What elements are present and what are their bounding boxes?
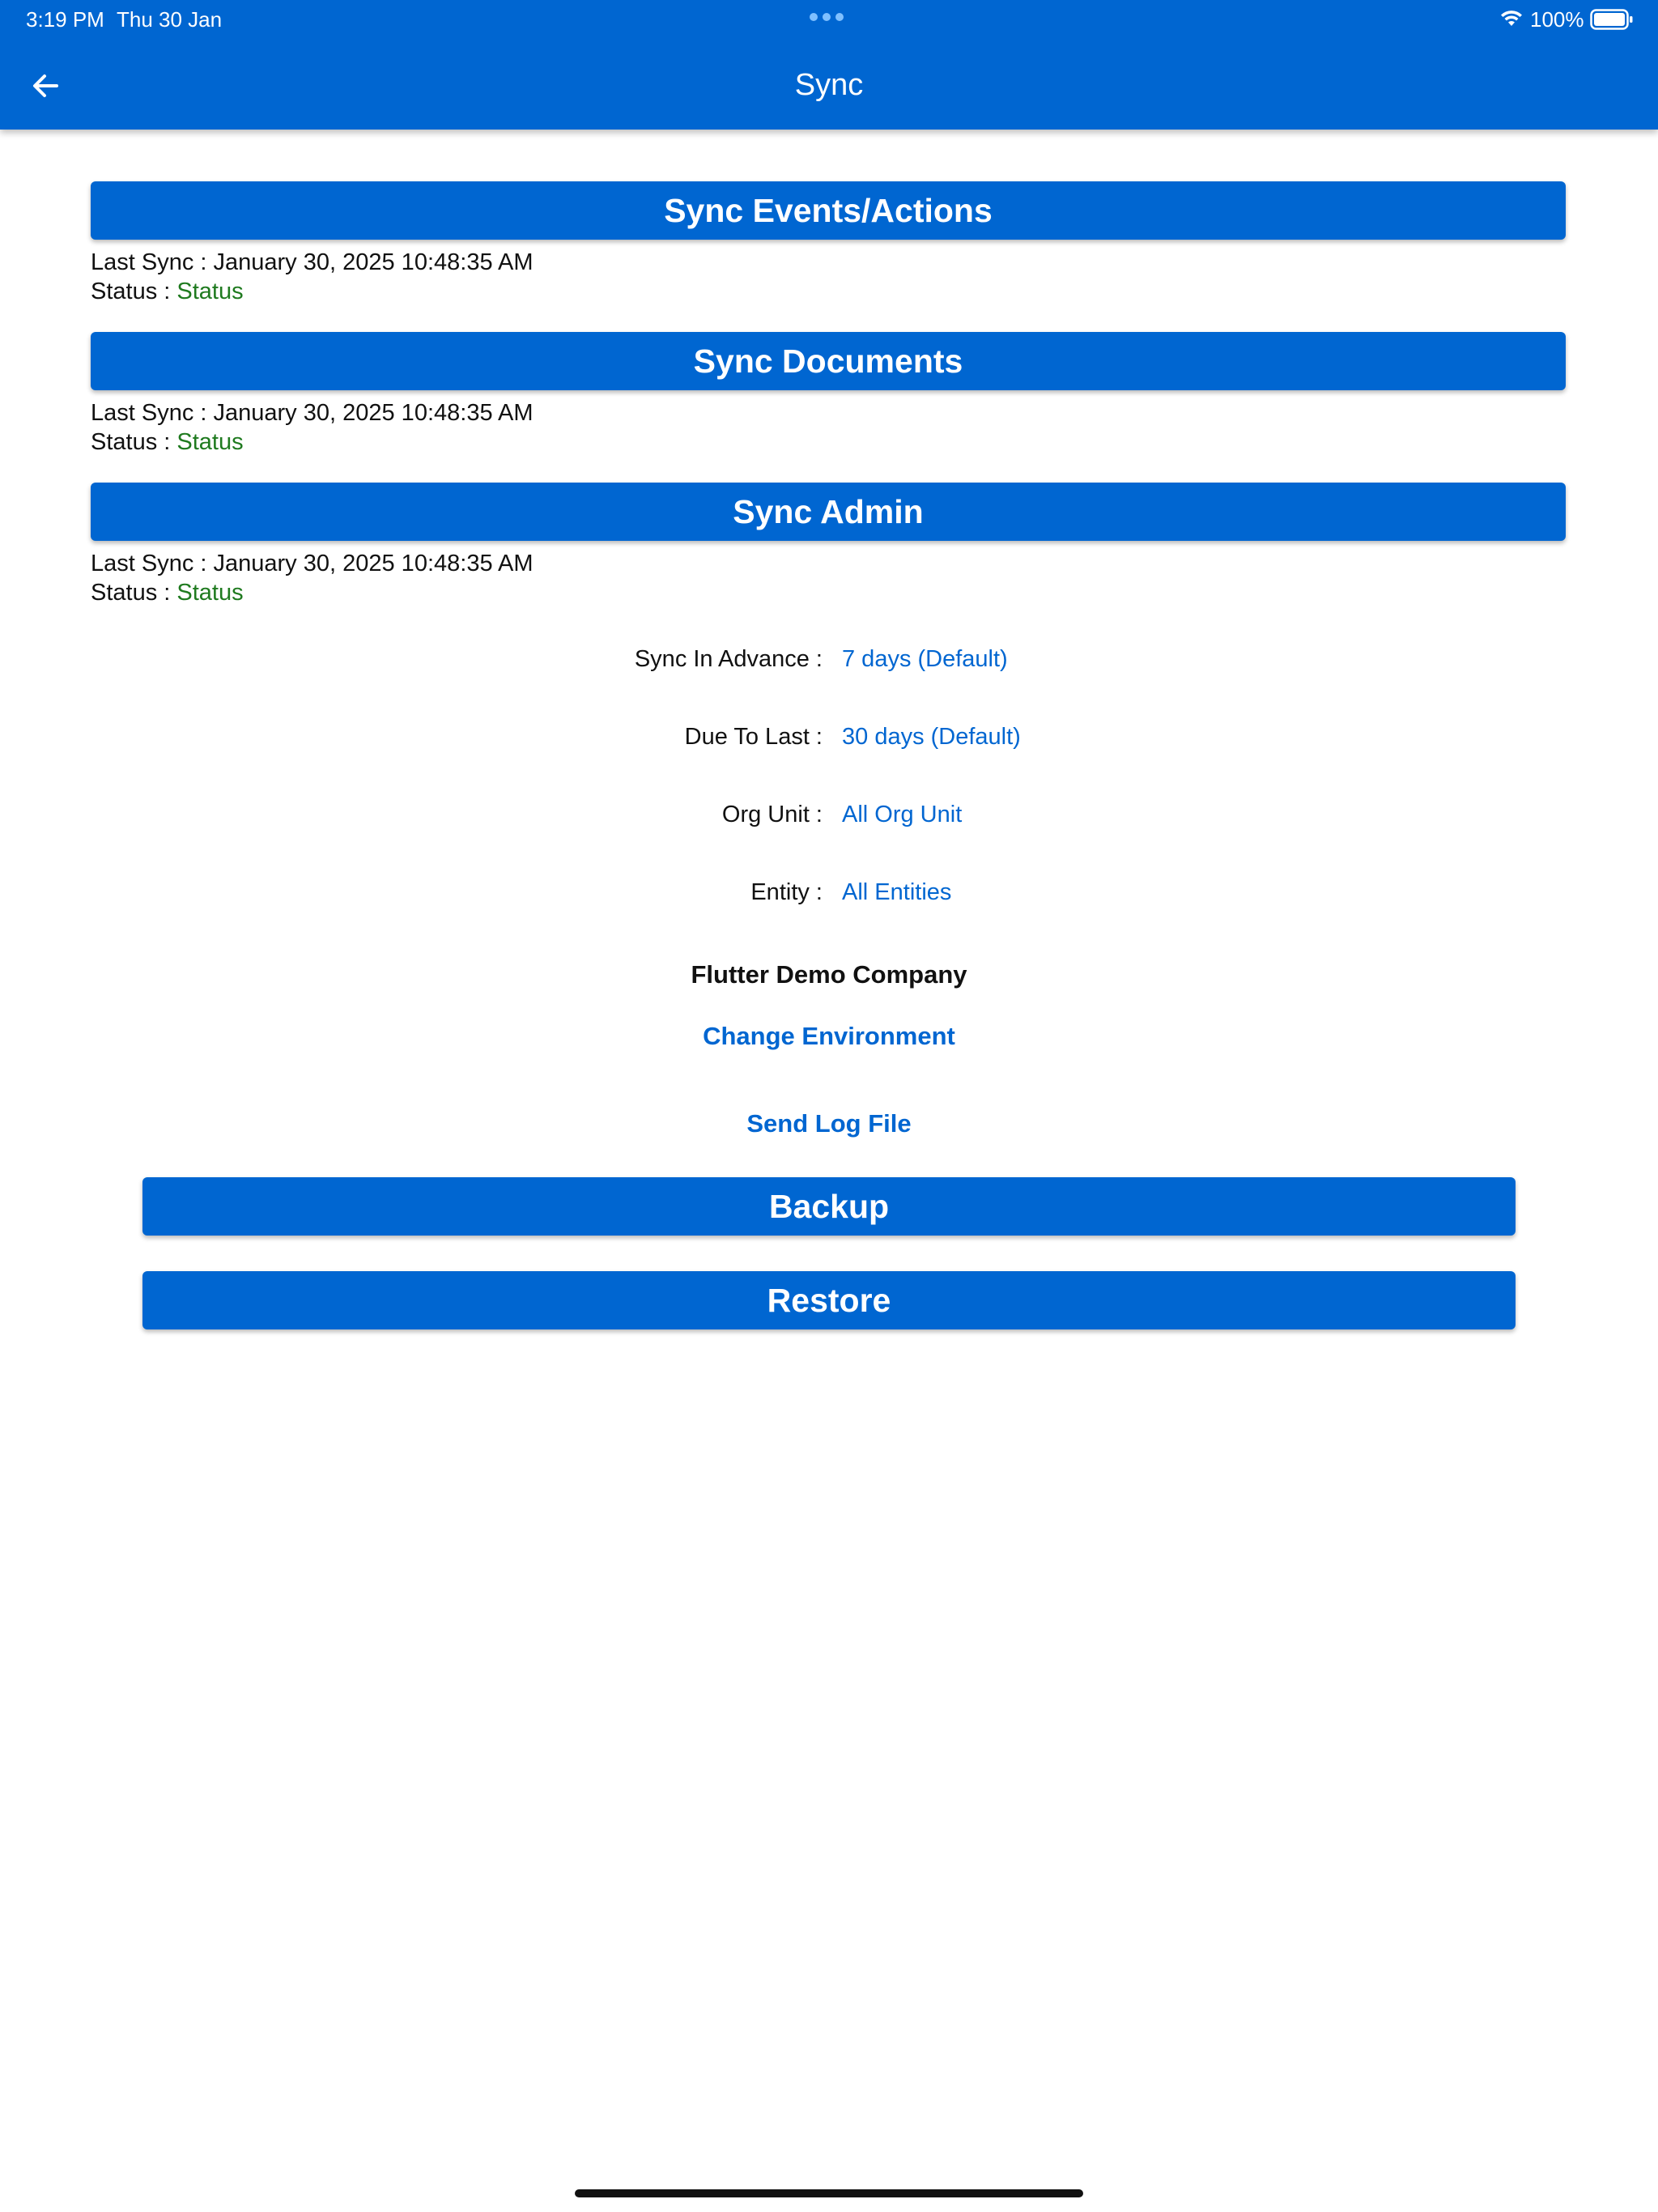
- change-environment-link[interactable]: Change Environment: [703, 1022, 955, 1050]
- status-bar: [0, 0, 1658, 39]
- last-sync-label: Last Sync :: [91, 551, 214, 576]
- multitasking-dots-icon[interactable]: [810, 13, 844, 21]
- due-to-last-label: Due To Last :: [684, 724, 823, 750]
- app-header: [0, 0, 1658, 130]
- last-sync-label: Last Sync :: [91, 400, 214, 426]
- company-name: Flutter Demo Company: [691, 960, 967, 989]
- last-sync-line: [91, 248, 534, 277]
- status-line: [91, 277, 244, 306]
- status-value: Status: [176, 580, 244, 606]
- sync-in-advance-value[interactable]: 7 days (Default): [842, 646, 1008, 672]
- status-label: Status :: [91, 580, 177, 606]
- sync-admin-button[interactable]: Sync Admin: [91, 483, 1566, 541]
- status-line: [91, 428, 244, 457]
- org-unit-value[interactable]: All Org Unit: [842, 802, 963, 827]
- last-sync-line: [91, 398, 534, 428]
- status-value: Status: [176, 429, 244, 455]
- last-sync-value: January 30, 2025 10:48:35 AM: [213, 551, 534, 576]
- status-label: Status :: [91, 429, 177, 455]
- last-sync-label: Last Sync :: [91, 249, 214, 275]
- sync-documents-button[interactable]: Sync Documents: [91, 332, 1566, 390]
- restore-button[interactable]: Restore: [142, 1271, 1516, 1329]
- last-sync-line: [91, 549, 534, 578]
- entity-label: Entity :: [750, 879, 823, 905]
- sync-in-advance-label: Sync In Advance :: [634, 646, 823, 672]
- entity-value[interactable]: All Entities: [842, 879, 952, 905]
- send-log-file-link[interactable]: Send Log File: [746, 1109, 912, 1138]
- page-title: Sync: [794, 68, 864, 102]
- status-label: Status :: [91, 279, 177, 304]
- org-unit-label: Org Unit :: [721, 802, 823, 827]
- due-to-last-value[interactable]: 30 days (Default): [842, 724, 1021, 750]
- last-sync-value: January 30, 2025 10:48:35 AM: [213, 249, 534, 275]
- status-time: 3:19 PM: [26, 7, 104, 32]
- sync-events-actions-button[interactable]: Sync Events/Actions: [91, 181, 1566, 240]
- last-sync-value: January 30, 2025 10:48:35 AM: [213, 400, 534, 426]
- status-date: Thu 30 Jan: [117, 7, 223, 32]
- status-line: [91, 578, 244, 607]
- battery-percentage: 100%: [1530, 7, 1584, 32]
- home-indicator[interactable]: [575, 2189, 1083, 2197]
- wifi-icon: [1499, 8, 1524, 28]
- backup-button[interactable]: Backup: [142, 1177, 1516, 1236]
- status-value: Status: [176, 279, 244, 304]
- battery-icon: [1590, 9, 1634, 30]
